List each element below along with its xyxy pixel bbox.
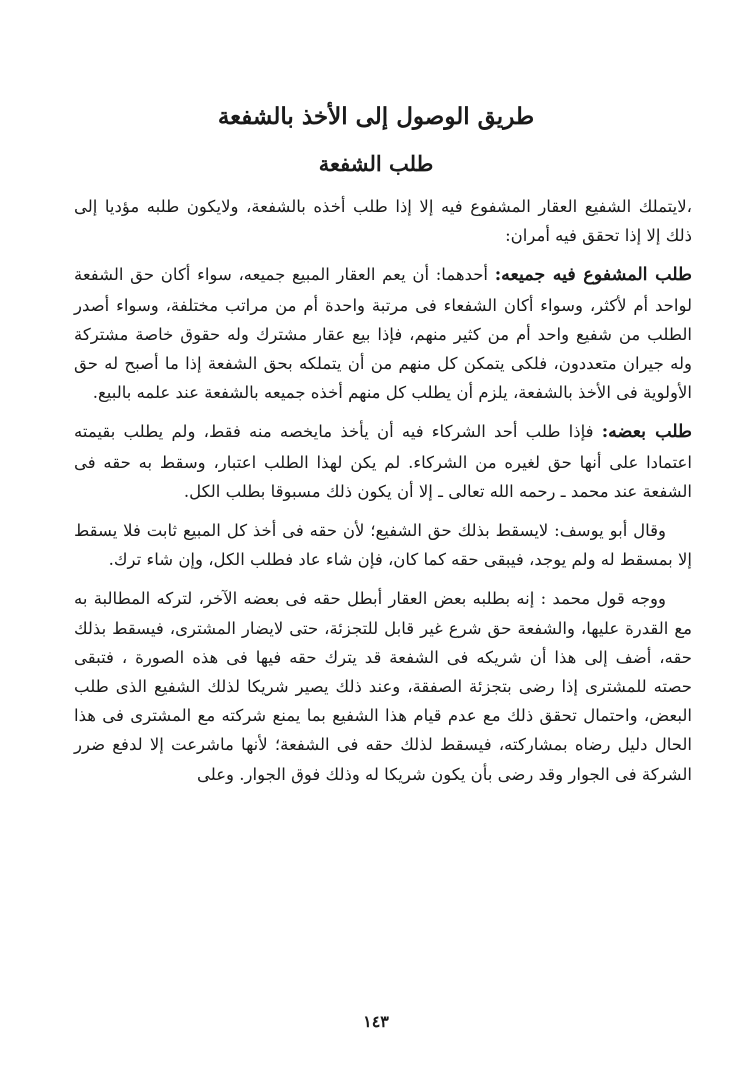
- paragraph-partial-request: [74, 417, 692, 506]
- paragraph-intro: [74, 192, 692, 250]
- paragraph-lead: طلب المشفوع فيه جميعه:: [494, 265, 692, 286]
- paragraph-text: أحدهما: أن يعم العقار المبيع جميعه، سواء أكان حق الشفعة لواحد أم لأكثر، وسواء أكان الشفعاء فى مرتبة واحدة أم من مراتب مختلفة، وسواء أصدر الطلب من شفيع واحد أم من كثير منهم، فإذا بيع عقار مشترك وله حقوق خاصة مشتركة وله جيران متعددون، فلكى يتمكن كل منهم من أن يتملكه بحق الشفعة إذا ما أصبح له حق الأولوية فى الأخذ بالشفعة، يلزم أن يطلب كل منهم أخذه جميعه بالشفعة عند علمه بالبيع.: [74, 265, 692, 403]
- page-title: طريق الوصول إلى الأخذ بالشفعة: [217, 103, 535, 130]
- paragraph-lead: طلب بعضه:: [601, 422, 692, 443]
- paragraph-text: فإذا طلب أحد الشركاء فيه أن يأخذ مايخصه منه فقط، ولم يطلب بقيمته اعتمادا على أنها حق لغيره من الشركاء. لم يكن لهذا الطلب اعتبار، وسقط به حقه فى الشفعة عند محمد ـ رحمه الله تعالى ـ إلا أن يكون ذلك مسبوقا بطلب الكل.: [74, 422, 692, 501]
- paragraph-whole-request: [74, 260, 692, 407]
- body-text: [74, 192, 692, 789]
- paragraph-abu-yusuf: [74, 516, 692, 574]
- paragraph-text: ،لايتملك الشفيع العقار المشفوع فيه إلا إذا طلب أخذه بالشفعة، ولايكون طلبه مؤديا إلى ذلك إلا إذا تحقق فيه أمران:: [74, 197, 692, 246]
- paragraph-text: ووجه قول محمد : إنه بطلبه بعض العقار أبطل حقه فى بعضه الآخر، لتركه المطالبة به مع القدرة عليها، والشفعة حق شرع غير قابل للتجزئة، حتى لايضار المشترى، فيسقط بذلك حقه، أضف إلى هذا أن شريكه فى الشفعة قد يترك حقه فيها فى هذه الصورة ، فتبقى حصته للمشترى إذا رضى بتجزئة الصفقة، وعند ذلك يصير شريكا لذلك الشفيع الذى طلب البعض، واحتمال تحقق ذلك مع عدم قيام هذا الشفيع بما يمنع شركته مع المشترى فى هذا الحال دليل رضاه بمشاركته، فيسقط لذلك حقه فى الشفعة؛ لأنها ماشرعت إلا لدفع ضرر الشركة فى الجوار وقد رضى بأن يكون شريكا له وذلك فوق الجوار. وعلى: [74, 589, 692, 784]
- paragraph-text: وقال أبو يوسف: لايسقط بذلك حق الشفيع؛ لأن حقه فى أخذ كل المبيع ثابت فلا يسقط إلا بمسقط له ولم يوجد، فيبقى حقه كما كان، فإن شاء عاد فطلب الكل، وإن شاء ترك.: [74, 521, 692, 570]
- page-number: ١٤٣: [363, 1012, 389, 1031]
- paragraph-muhammad-reasoning: [74, 584, 692, 788]
- section-heading: طلب الشفعة: [318, 151, 434, 176]
